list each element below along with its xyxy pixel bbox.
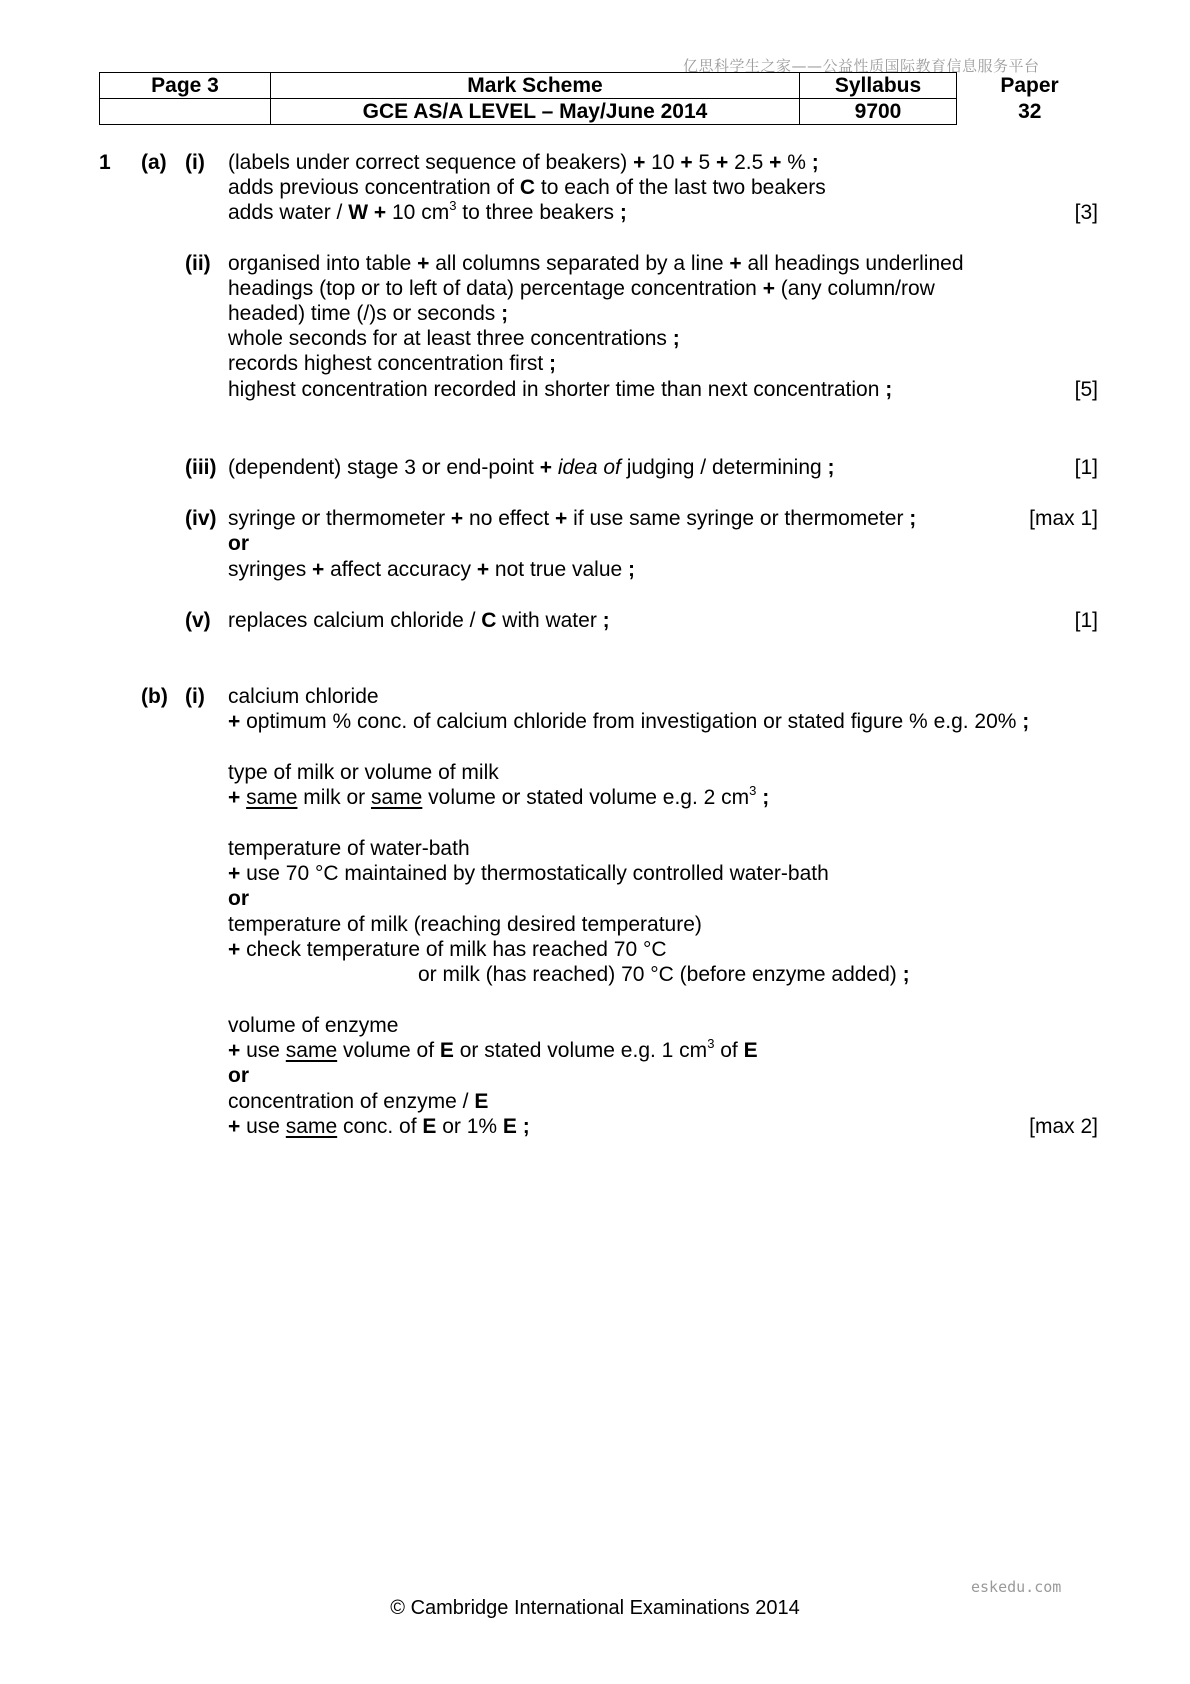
superscript: 3 bbox=[707, 1036, 715, 1051]
answer-line: volume of enzyme bbox=[228, 1014, 399, 1037]
text: headed) time (/)s or seconds bbox=[228, 302, 502, 325]
text: all columns separated by a line bbox=[429, 252, 730, 275]
plus: + bbox=[228, 786, 241, 809]
answer-line bbox=[228, 276, 935, 301]
bold-letter: C bbox=[519, 176, 536, 199]
plus: + bbox=[228, 1115, 241, 1138]
plus: + bbox=[539, 456, 552, 479]
answer-line: type of milk or volume of milk bbox=[228, 761, 499, 784]
semicolon: ; bbox=[522, 1115, 530, 1138]
answer-line bbox=[228, 937, 667, 962]
bold-letter: E bbox=[422, 1115, 437, 1138]
text: adds previous concentration of bbox=[228, 176, 520, 199]
text: volume of bbox=[337, 1039, 440, 1062]
text: not true value bbox=[489, 558, 629, 581]
plus: + bbox=[450, 507, 464, 530]
page-number: Page 3 bbox=[100, 73, 271, 99]
text: (labels under correct sequence of beakers) bbox=[228, 151, 634, 174]
text: concentration of enzyme / bbox=[228, 1090, 475, 1113]
plus: + bbox=[228, 710, 241, 733]
subpart-label-iv: (iv) bbox=[185, 507, 217, 530]
part-label-a: (a) bbox=[141, 151, 167, 174]
bold-letter: E bbox=[439, 1039, 454, 1062]
plus: + bbox=[680, 151, 693, 174]
text: (any column/row bbox=[774, 277, 935, 300]
answer-line bbox=[228, 377, 892, 402]
watermark-bottom: eskedu.com bbox=[971, 1578, 1062, 1596]
text: 2.5 bbox=[728, 151, 770, 174]
answer-line bbox=[228, 785, 769, 810]
text: or milk (has reached) 70 °C (before enzyme added) bbox=[418, 963, 903, 986]
semicolon: ; bbox=[762, 786, 770, 809]
subpart-label-i: (i) bbox=[185, 151, 205, 174]
underlined-text: same bbox=[370, 786, 423, 809]
text: check temperature of milk has reached 70 °C bbox=[240, 938, 667, 961]
plus: + bbox=[228, 938, 241, 961]
text: or stated volume e.g. 1 cm bbox=[453, 1039, 708, 1062]
answer-line bbox=[228, 709, 1029, 734]
plus: + bbox=[769, 151, 782, 174]
semicolon: ; bbox=[628, 558, 636, 581]
semicolon: ; bbox=[501, 302, 509, 325]
superscript: 3 bbox=[449, 198, 457, 213]
text: of bbox=[714, 1039, 744, 1062]
answer-line: temperature of water-bath bbox=[228, 837, 470, 860]
answer-line bbox=[228, 861, 829, 886]
answer-line bbox=[228, 175, 826, 200]
semicolon: ; bbox=[902, 963, 910, 986]
text: 10 cm bbox=[386, 201, 450, 224]
text: % bbox=[781, 151, 812, 174]
subpart-label-v: (v) bbox=[185, 609, 211, 632]
underlined-text: same bbox=[285, 1115, 338, 1138]
document-title: Mark Scheme bbox=[271, 73, 800, 99]
answer-line bbox=[228, 1038, 758, 1063]
answer-line bbox=[228, 351, 556, 376]
text: if use same syringe or thermometer bbox=[567, 507, 910, 530]
text: use bbox=[240, 1115, 286, 1138]
semicolon: ; bbox=[1022, 710, 1030, 733]
plus: + bbox=[228, 862, 241, 885]
text: headings (top or to left of data) percentage concentration bbox=[228, 277, 763, 300]
text: conc. of bbox=[337, 1115, 423, 1138]
text: whole seconds for at least three concentrations bbox=[228, 327, 673, 350]
mark-allocation: [5] bbox=[1074, 378, 1098, 401]
italic-text: idea of bbox=[557, 456, 621, 479]
text: adds water / bbox=[228, 201, 349, 224]
bold-letter: C bbox=[481, 609, 497, 632]
answer-line bbox=[228, 557, 635, 582]
plus: + bbox=[762, 277, 775, 300]
text: or 1% bbox=[436, 1115, 503, 1138]
bold-letter: E bbox=[474, 1090, 489, 1113]
bold-letter: E bbox=[743, 1039, 758, 1062]
semicolon: ; bbox=[672, 327, 680, 350]
bold-letter: W bbox=[348, 201, 369, 224]
subpart-label-b-i: (i) bbox=[185, 685, 205, 708]
answer-line bbox=[228, 1114, 530, 1139]
semicolon: ; bbox=[827, 456, 835, 479]
mark-allocation: [max 1] bbox=[1029, 507, 1098, 530]
text: 10 bbox=[645, 151, 681, 174]
text: (dependent) stage 3 or end-point bbox=[228, 456, 540, 479]
text: milk or bbox=[297, 786, 371, 809]
answer-line bbox=[228, 251, 964, 276]
plus: + bbox=[312, 558, 325, 581]
subpart-label-iii: (iii) bbox=[185, 456, 217, 479]
plus: + bbox=[633, 151, 646, 174]
answer-line bbox=[228, 150, 819, 175]
text: use bbox=[240, 1039, 286, 1062]
text: 5 bbox=[692, 151, 716, 174]
text: replaces calcium chloride / bbox=[228, 609, 482, 632]
answer-line bbox=[228, 200, 627, 225]
text: to each of the last two beakers bbox=[535, 176, 826, 199]
text: affect accuracy bbox=[324, 558, 477, 581]
plus: + bbox=[228, 1039, 241, 1062]
exam-session: GCE AS/A LEVEL – May/June 2014 bbox=[271, 99, 800, 125]
answer-line bbox=[228, 608, 610, 633]
text: syringe or thermometer bbox=[228, 507, 451, 530]
underlined-text: same bbox=[285, 1039, 338, 1062]
mark-allocation: [1] bbox=[1074, 609, 1098, 632]
answer-line bbox=[228, 301, 508, 326]
paper-label: Paper bbox=[1000, 74, 1059, 97]
text: syringes bbox=[228, 558, 313, 581]
text: optimum % conc. of calcium chloride from investigation or stated figure % e.g. 20% bbox=[240, 710, 1023, 733]
semicolon: ; bbox=[909, 507, 917, 530]
text: use 70 °C maintained by thermostatically controlled water-bath bbox=[240, 862, 829, 885]
syllabus-code: 9700 bbox=[800, 99, 957, 125]
text: volume or stated volume e.g. 2 cm bbox=[422, 786, 750, 809]
copyright-footer: © Cambridge International Examinations 2014 bbox=[390, 1597, 800, 1619]
semicolon: ; bbox=[619, 201, 627, 224]
semicolon: ; bbox=[811, 151, 819, 174]
semicolon: ; bbox=[885, 378, 893, 401]
answer-line bbox=[228, 506, 916, 531]
semicolon: ; bbox=[549, 352, 556, 375]
header-table bbox=[99, 72, 1103, 125]
answer-line: calcium chloride bbox=[228, 685, 379, 708]
answer-line bbox=[228, 455, 835, 480]
bold-letter: E bbox=[502, 1115, 517, 1138]
syllabus-label: Syllabus bbox=[800, 73, 957, 99]
part-label-b: (b) bbox=[141, 685, 168, 708]
or-connector: or bbox=[228, 1064, 249, 1087]
text: with water bbox=[496, 609, 603, 632]
text: highest concentration recorded in shorter time than next concentration bbox=[228, 378, 886, 401]
plus: + bbox=[476, 558, 490, 581]
watermark-top: 亿思科学生之家——公益性质国际教育信息服务平台 bbox=[683, 57, 1040, 75]
plus: + bbox=[729, 252, 742, 275]
plus: + bbox=[373, 201, 387, 224]
text: to three beakers bbox=[456, 201, 620, 224]
or-connector: or bbox=[228, 887, 249, 910]
mark-allocation: [max 2] bbox=[1029, 1115, 1098, 1138]
question-number: 1 bbox=[99, 151, 111, 174]
answer-line bbox=[418, 962, 910, 987]
text: all headings underlined bbox=[741, 252, 964, 275]
plus: + bbox=[417, 252, 430, 275]
superscript: 3 bbox=[749, 783, 757, 798]
empty-cell bbox=[100, 99, 271, 125]
plus: + bbox=[555, 507, 568, 530]
underlined-text: same bbox=[246, 786, 298, 809]
answer-line bbox=[228, 326, 680, 351]
answer-line bbox=[228, 1089, 488, 1114]
semicolon: ; bbox=[602, 609, 610, 632]
text: records highest concentration first bbox=[228, 352, 549, 375]
text: organised into table bbox=[228, 252, 418, 275]
mark-allocation: [3] bbox=[1074, 201, 1098, 224]
answer-line: temperature of milk (reaching desired temperature) bbox=[228, 913, 702, 936]
paper-number: 32 bbox=[1018, 100, 1042, 123]
mark-allocation: [1] bbox=[1074, 456, 1098, 479]
text: no effect bbox=[463, 507, 556, 530]
plus: + bbox=[715, 151, 729, 174]
or-connector: or bbox=[228, 532, 249, 555]
subpart-label-ii: (ii) bbox=[185, 252, 211, 275]
text: judging / determining bbox=[620, 456, 828, 479]
